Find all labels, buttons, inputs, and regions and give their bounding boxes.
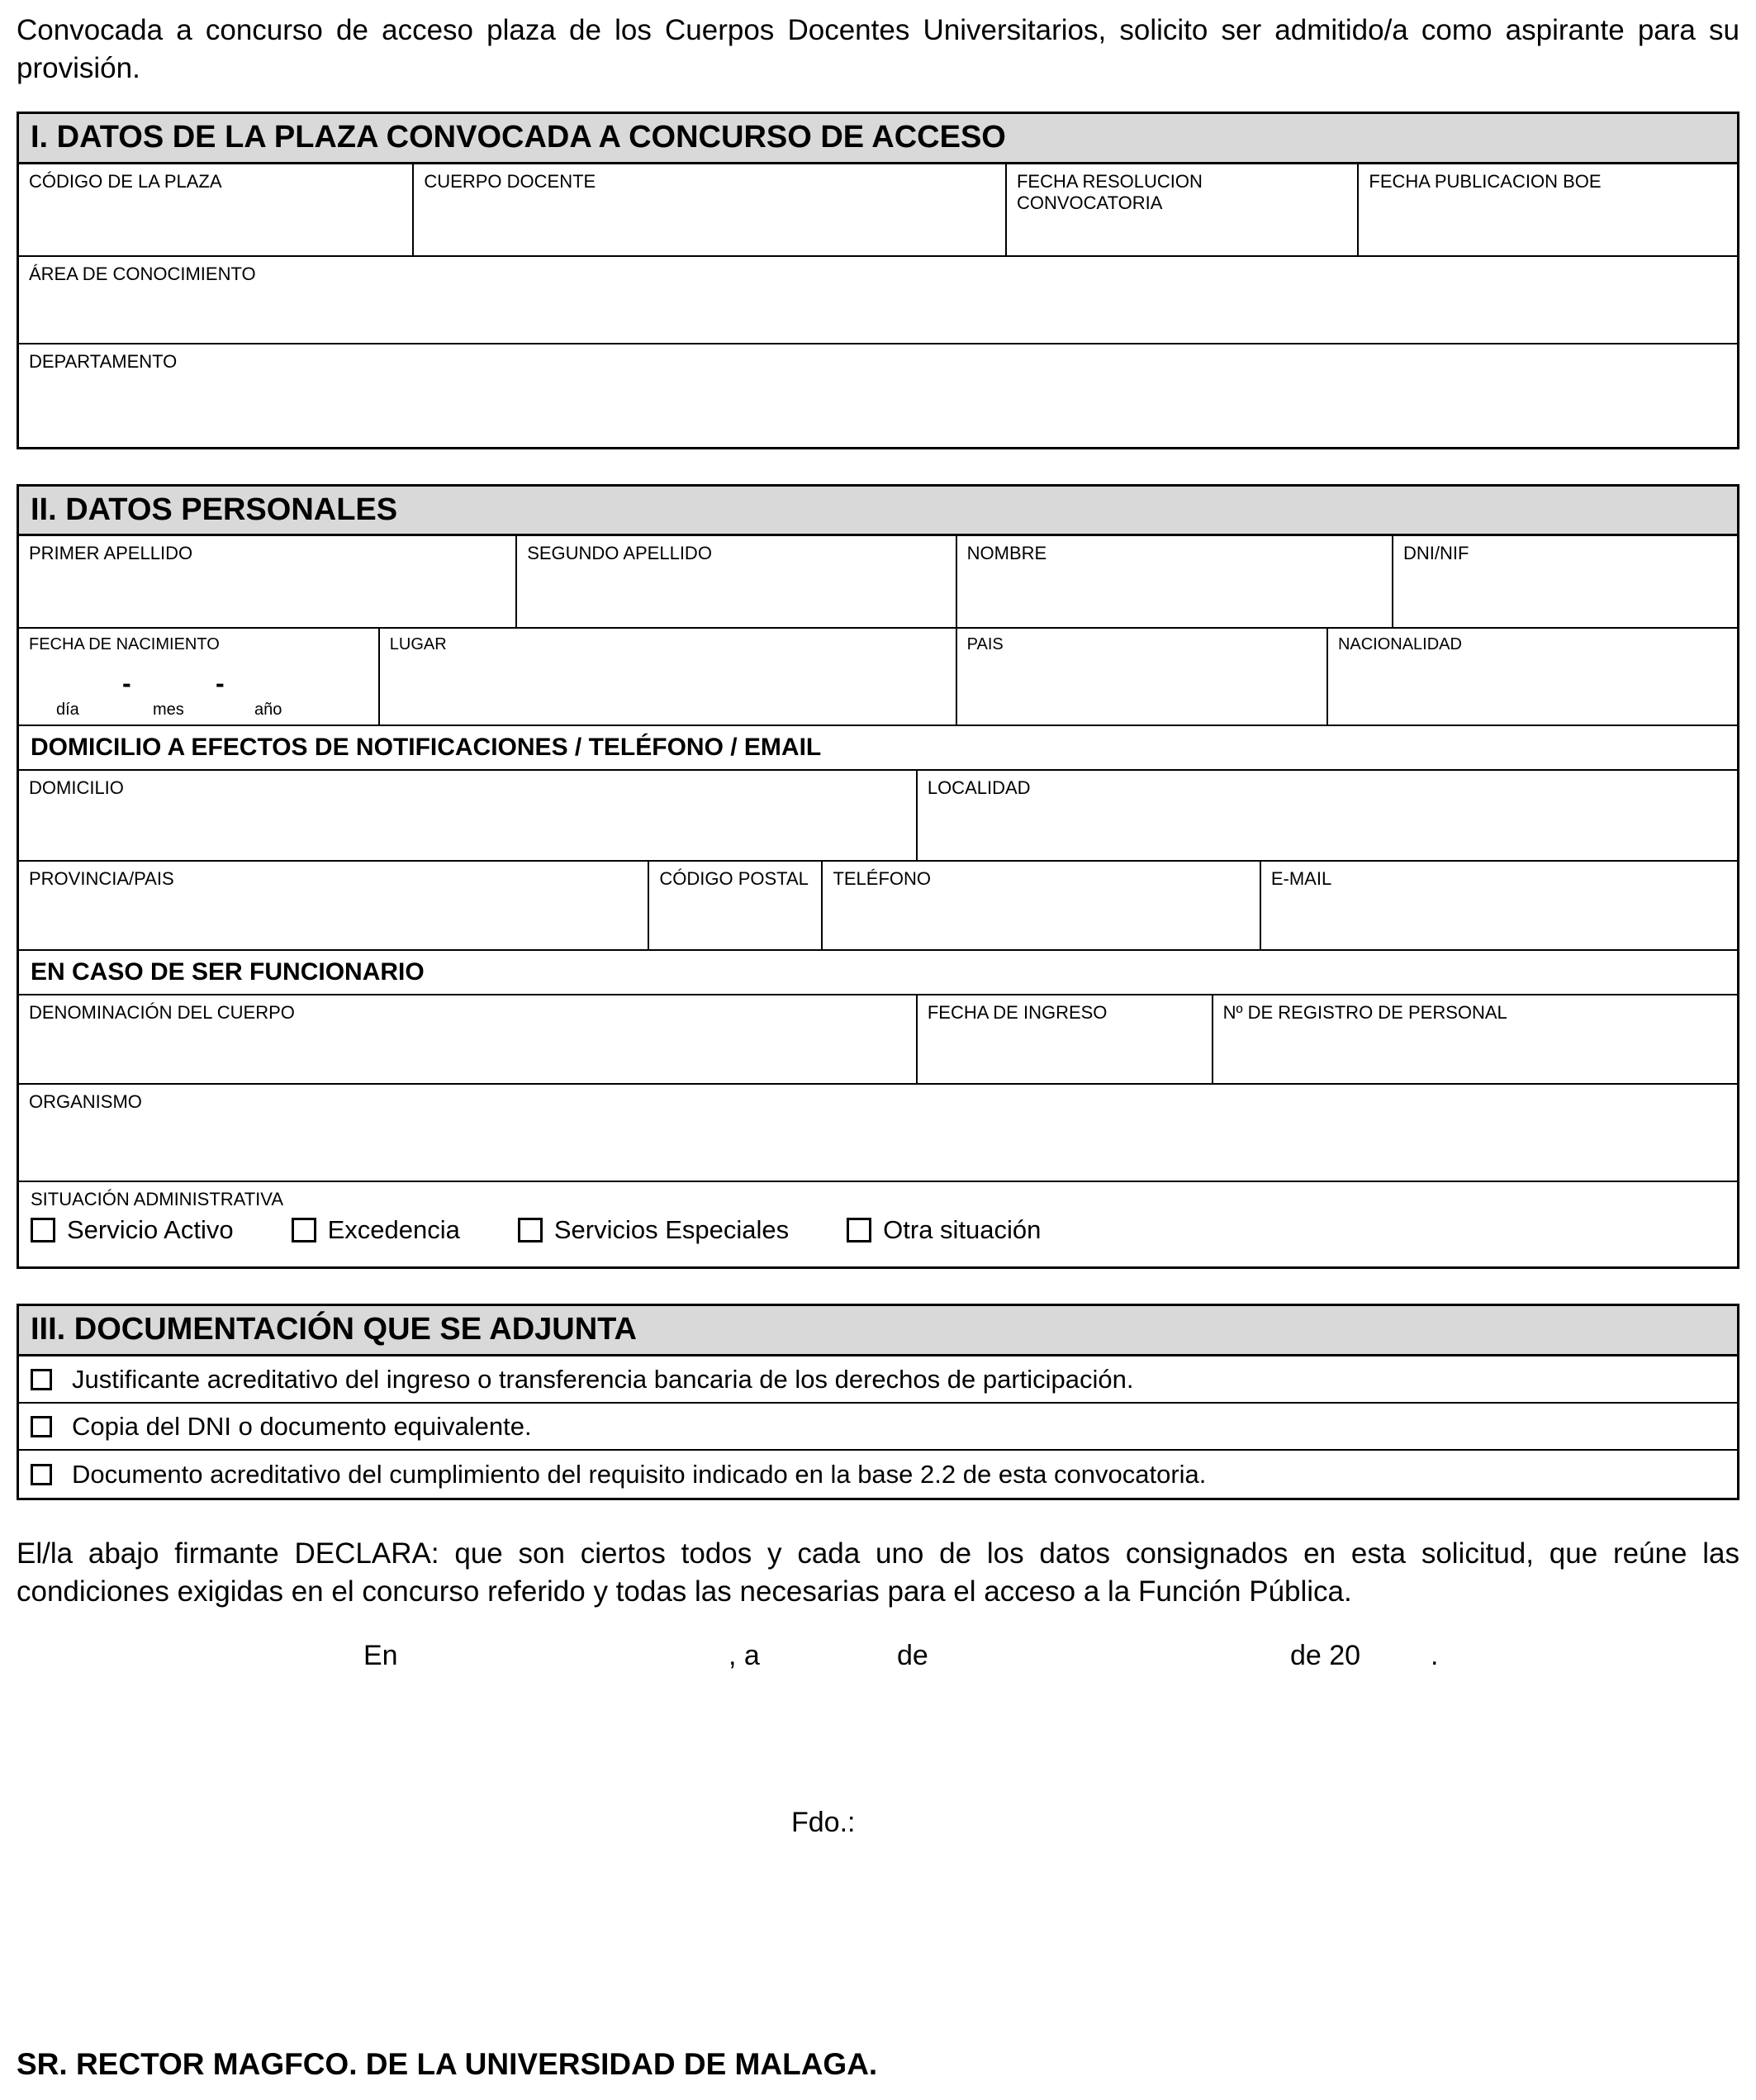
departamento-field[interactable] xyxy=(19,344,1737,447)
plaza-row-2 xyxy=(19,257,1737,344)
requisito-checkbox[interactable] xyxy=(31,1464,52,1485)
fecha-nacimiento-field[interactable] xyxy=(19,629,380,725)
servicios-especiales-label: Servicios Especiales xyxy=(553,1215,790,1245)
organismo-field[interactable] xyxy=(19,1085,1737,1181)
servicio-activo-option[interactable] xyxy=(31,1215,234,1245)
section-personales-title: II. DATOS PERSONALES xyxy=(19,487,1737,537)
pais-field[interactable] xyxy=(957,629,1328,725)
requisito-label: Documento acreditativo del cumplimiento del requisito indicado en la base 2.2 de esta convocatoria. xyxy=(72,1459,1207,1489)
fecha-ingreso-label: FECHA DE INGRESO xyxy=(927,1002,1108,1024)
dia-label: día xyxy=(56,701,79,720)
date-dash-icon: - xyxy=(122,668,131,699)
dni-nif-label: DNI/NIF xyxy=(1402,543,1469,564)
copia-dni-checkbox[interactable] xyxy=(31,1416,52,1437)
codigo-plaza-label: CÓDIGO DE LA PLAZA xyxy=(29,170,222,192)
section-plaza-title: I. DATOS DE LA PLAZA CONVOCADA A CONCURSO DE ACCESO xyxy=(19,114,1737,164)
declaration-paragraph: El/la abajo firmante DECLARA: que son ciertos todos y cada uno de los datos consignados en esta solicitud, que reúne las condiciones exigidas en el concurso referido y todas las necesarias para el acceso a la Función Pública. xyxy=(17,1537,1739,1608)
ano-label: año xyxy=(254,701,282,720)
nombre-label: NOMBRE xyxy=(966,543,1047,564)
doc-item-copia-dni xyxy=(19,1404,1737,1451)
section-plaza xyxy=(17,112,1739,449)
servicios-especiales-option[interactable] xyxy=(518,1215,789,1245)
departamento-label: DEPARTAMENTO xyxy=(29,350,178,372)
doc-item-requisito xyxy=(19,1451,1737,1498)
num-registro-personal-field[interactable] xyxy=(1213,995,1737,1083)
lugar-field[interactable] xyxy=(380,629,957,725)
num-registro-personal-label: Nº DE REGISTRO DE PERSONAL xyxy=(1222,1002,1507,1024)
domicilio-field[interactable] xyxy=(19,771,918,860)
localidad-field[interactable] xyxy=(918,771,1737,860)
nacionalidad-field[interactable] xyxy=(1328,629,1737,725)
section-documentacion xyxy=(17,1304,1739,1500)
rector-footer: SR. RECTOR MAGFCO. DE LA UNIVERSIDAD DE MALAGA. xyxy=(17,2047,878,2081)
segundo-apellido-label: SEGUNDO APELLIDO xyxy=(527,543,712,564)
date-line xyxy=(17,1640,1739,1683)
excedencia-checkbox[interactable] xyxy=(292,1218,316,1242)
fecha-resolucion-field[interactable] xyxy=(1007,164,1359,255)
denominacion-cuerpo-label: DENOMINACIÓN DEL CUERPO xyxy=(29,1002,295,1024)
copia-dni-label: Copia del DNI o documento equivalente. xyxy=(72,1411,532,1441)
telefono-field[interactable] xyxy=(823,862,1260,949)
otra-situacion-label: Otra situación xyxy=(883,1215,1042,1245)
fecha-resolucion-label: FECHA RESOLUCION CONVOCATORIA xyxy=(1016,170,1203,213)
apellidos-row xyxy=(19,536,1737,629)
codigo-plaza-field[interactable] xyxy=(19,164,414,255)
plaza-row-3 xyxy=(19,344,1737,447)
nacimiento-row xyxy=(19,629,1737,726)
lugar-label: LUGAR xyxy=(389,635,447,654)
area-conocimiento-field[interactable] xyxy=(19,257,1737,343)
provincia-pais-field[interactable] xyxy=(19,862,649,949)
date-comma-a-label: , a xyxy=(729,1640,760,1672)
primer-apellido-field[interactable] xyxy=(19,536,517,627)
email-field[interactable] xyxy=(1261,862,1737,949)
provincia-row xyxy=(19,862,1737,951)
excedencia-option[interactable] xyxy=(292,1215,460,1245)
area-conocimiento-label: ÁREA DE CONOCIMIENTO xyxy=(29,263,256,284)
section-datos-personales xyxy=(17,484,1739,1270)
justificante-label: Justificante acreditativo del ingreso o transferencia bancaria de los derechos de participación. xyxy=(72,1364,1134,1394)
cuerpo-funcionario-row xyxy=(19,995,1737,1085)
denominacion-cuerpo-field[interactable] xyxy=(19,995,918,1083)
domicilio-row xyxy=(19,771,1737,862)
situacion-administrativa-group xyxy=(19,1182,1737,1266)
signature-label: Fdo.: xyxy=(791,1807,856,1839)
excedencia-label: Excedencia xyxy=(327,1215,460,1245)
date-de-label: de xyxy=(897,1640,928,1672)
cuerpo-docente-field[interactable] xyxy=(414,164,1007,255)
otra-situacion-option[interactable] xyxy=(847,1215,1041,1245)
codigo-postal-label: CÓDIGO POSTAL xyxy=(659,868,809,890)
funcionario-subheader: EN CASO DE SER FUNCIONARIO xyxy=(19,951,1737,995)
domicilio-subheader: DOMICILIO A EFECTOS DE NOTIFICACIONES / TELÉFONO / EMAIL xyxy=(19,726,1737,771)
situacion-options xyxy=(19,1210,1737,1258)
fecha-publicacion-boe-field[interactable] xyxy=(1359,164,1737,255)
date-period-label: . xyxy=(1431,1640,1439,1672)
date-en-label: En xyxy=(363,1640,398,1672)
situacion-row xyxy=(19,1182,1737,1266)
organismo-label: ORGANISMO xyxy=(29,1091,142,1113)
primer-apellido-label: PRIMER APELLIDO xyxy=(29,543,193,564)
email-label: E-MAIL xyxy=(1270,868,1332,890)
telefono-label: TELÉFONO xyxy=(833,868,932,890)
date-de20-label: de 20 xyxy=(1290,1640,1361,1672)
otra-situacion-checkbox[interactable] xyxy=(847,1218,871,1242)
fecha-publicacion-boe-label: FECHA PUBLICACION BOE xyxy=(1369,170,1602,192)
cuerpo-docente-label: CUERPO DOCENTE xyxy=(424,170,596,192)
servicios-especiales-checkbox[interactable] xyxy=(518,1218,543,1242)
nombre-field[interactable] xyxy=(957,536,1393,627)
codigo-postal-field[interactable] xyxy=(649,862,823,949)
servicio-activo-checkbox[interactable] xyxy=(31,1218,55,1242)
doc-item-justificante xyxy=(19,1356,1737,1404)
plaza-row-1 xyxy=(19,164,1737,257)
mes-label: mes xyxy=(153,701,184,720)
localidad-label: LOCALIDAD xyxy=(927,777,1031,799)
servicio-activo-label: Servicio Activo xyxy=(67,1215,234,1245)
fecha-ingreso-field[interactable] xyxy=(918,995,1213,1083)
situacion-administrativa-label: SITUACIÓN ADMINISTRATIVA xyxy=(31,1189,283,1210)
pais-label: PAIS xyxy=(966,635,1004,654)
justificante-checkbox[interactable] xyxy=(31,1369,52,1390)
intro-paragraph: Convocada a concurso de acceso plaza de los Cuerpos Docentes Universitarios, solicito ser admitido/a como aspirante para su provisión. xyxy=(17,14,1739,84)
segundo-apellido-field[interactable] xyxy=(517,536,956,627)
section-documentacion-title: III. DOCUMENTACIÓN QUE SE ADJUNTA xyxy=(19,1306,1737,1356)
domicilio-label: DOMICILIO xyxy=(29,777,124,799)
nacionalidad-label: NACIONALIDAD xyxy=(1337,635,1462,654)
fecha-nacimiento-separators xyxy=(19,668,378,698)
organismo-row xyxy=(19,1085,1737,1182)
fecha-nacimiento-label: FECHA DE NACIMIENTO xyxy=(29,635,220,654)
date-dash-icon: - xyxy=(216,668,225,699)
provincia-pais-label: PROVINCIA/PAIS xyxy=(29,868,174,890)
dni-nif-field[interactable] xyxy=(1393,536,1737,627)
